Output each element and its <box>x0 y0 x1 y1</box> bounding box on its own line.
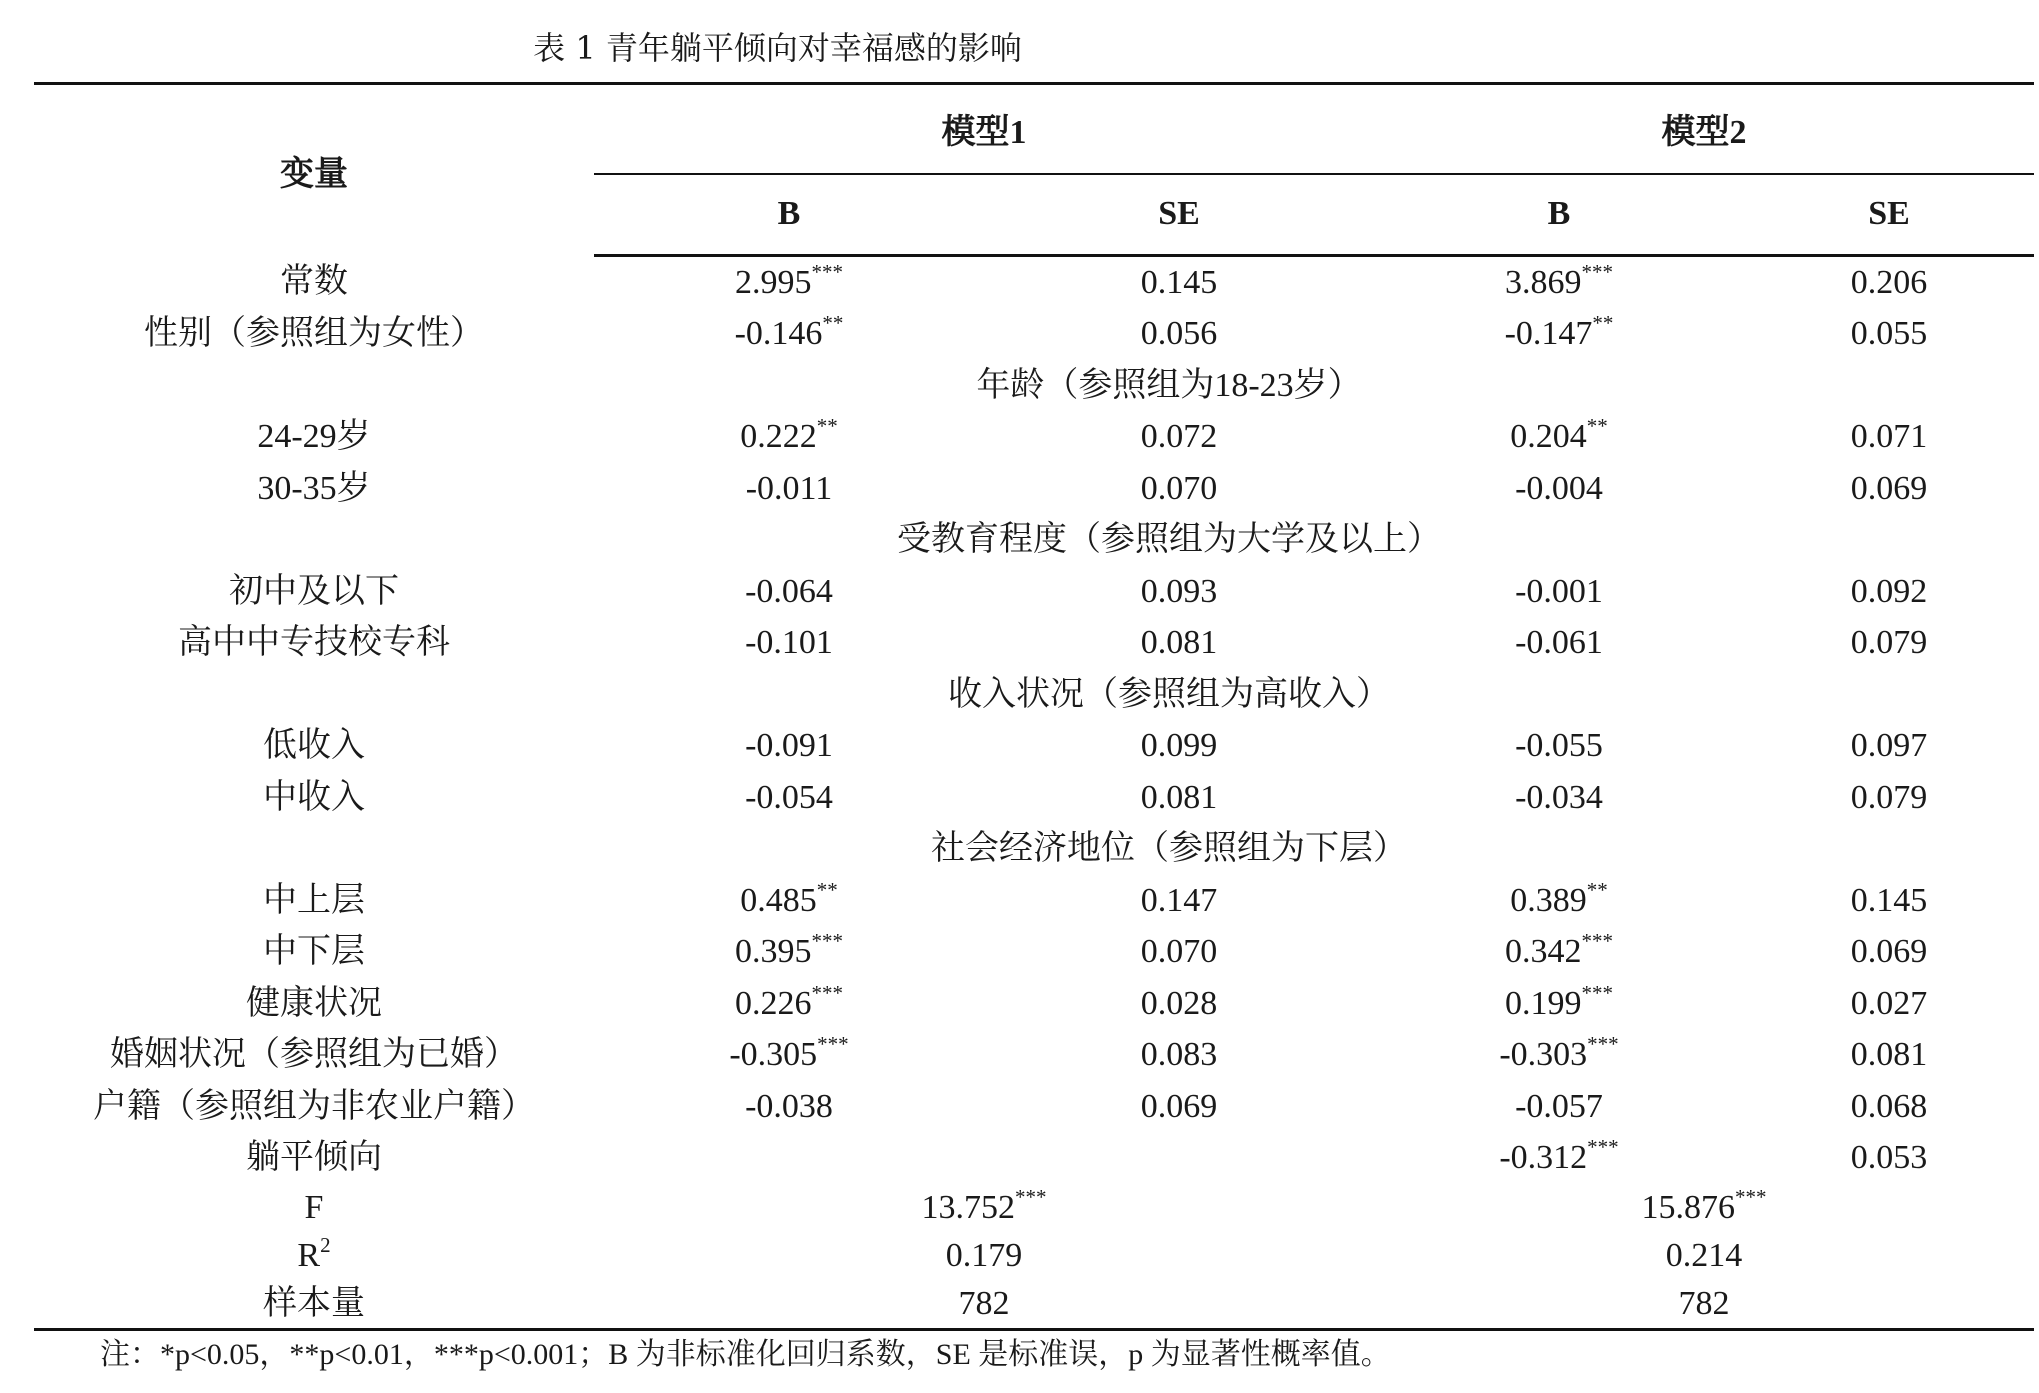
model1-b <box>594 463 984 515</box>
row-label-value: 低收入 <box>263 727 365 765</box>
row-label-value: 户籍（参照组为非农业户籍） <box>93 1087 535 1125</box>
model1-se-value: 0.081 <box>1140 778 1218 816</box>
model1-se-value: 0.069 <box>1140 1087 1218 1125</box>
row-label <box>34 566 594 618</box>
model2-se-value: 0.069 <box>1850 469 1928 507</box>
row-label-value: F <box>304 1189 324 1226</box>
row-label <box>34 927 594 979</box>
group-label <box>594 824 1744 876</box>
model1-b-value: 0.485 <box>740 881 817 919</box>
model2-b-value: 0.204 <box>1510 418 1587 456</box>
row-label <box>34 1184 594 1232</box>
table-header <box>34 84 2034 256</box>
model1-se <box>984 309 1374 361</box>
model1-se <box>984 618 1374 670</box>
group-header-row <box>34 824 2034 876</box>
model1-se-value: 0.070 <box>1140 933 1218 971</box>
table-row <box>34 566 2034 618</box>
model1-b-value: -0.054 <box>745 778 833 816</box>
model2-se <box>1744 721 2034 773</box>
row-label <box>34 721 594 773</box>
model1-b <box>594 566 984 618</box>
model2-b <box>1374 1030 1744 1082</box>
table-row <box>34 721 2034 773</box>
model1-se-value: 0.145 <box>1140 263 1218 301</box>
model-statistic-row <box>34 1232 2034 1280</box>
table-note: 注：*p<0.05，**p<0.01，***p<0.001；B 为非标准化回归系数，SE 是标准误，p 为显著性概率值。 <box>100 1338 1391 1371</box>
model2-se-value: 0.053 <box>1850 1139 1928 1177</box>
row-label-value: R <box>297 1237 321 1274</box>
model1-b-value: -0.146 <box>734 315 823 353</box>
row-label <box>34 309 594 361</box>
model2-se-value: 0.097 <box>1850 727 1928 765</box>
row-label <box>34 1280 594 1330</box>
model2-b-value: -0.057 <box>1515 1087 1603 1125</box>
model1-se-value: 0.083 <box>1140 1036 1218 1074</box>
model2-b-value: 3.869 <box>1505 263 1582 301</box>
model2-se-value: 0.069 <box>1850 933 1928 971</box>
row-label-value: 30-35岁 <box>257 469 371 507</box>
model2-b <box>1374 875 1744 927</box>
significance-stars: *** <box>1587 1135 1619 1160</box>
table-row <box>34 1030 2034 1082</box>
model2-b <box>1374 463 1744 515</box>
model1-se <box>984 721 1374 773</box>
model2-se-value: 0.206 <box>1850 263 1928 301</box>
model2-b-value: -0.034 <box>1515 778 1603 816</box>
table-row <box>34 618 2034 670</box>
model2-b <box>1374 256 1744 309</box>
empty-cell <box>1744 360 2034 412</box>
group-label-value: 社会经济地位（参照组为下层） <box>931 830 1407 868</box>
significance-stars: ** <box>1586 414 1608 439</box>
model1-se-value: 0.099 <box>1140 727 1218 765</box>
model1-se <box>984 772 1374 824</box>
model1-se-value: 0.072 <box>1140 418 1218 456</box>
model2-header: 模型2 <box>1374 84 2034 174</box>
model2-se <box>1744 772 2034 824</box>
row-label-value: 中收入 <box>263 778 365 816</box>
row-label <box>34 669 594 721</box>
significance-stars: ** <box>822 311 844 336</box>
table-row <box>34 1133 2034 1185</box>
model1-b <box>594 256 984 309</box>
model2-se <box>1744 875 2034 927</box>
model1-b-value: 2.995 <box>735 263 812 301</box>
regression-table <box>34 82 2034 1331</box>
model2-b-value: -0.001 <box>1515 572 1603 610</box>
table-row <box>34 1081 2034 1133</box>
model-statistic-row <box>34 1184 2034 1232</box>
model1-b <box>594 875 984 927</box>
model2-b <box>1374 412 1744 464</box>
row-label <box>34 1030 594 1082</box>
model2-se-value: 0.079 <box>1850 778 1928 816</box>
model1-b-value: -0.091 <box>745 727 833 765</box>
model2-se-value: 0.068 <box>1850 1087 1928 1125</box>
model1-b-value: -0.038 <box>745 1087 833 1125</box>
table-row <box>34 309 2034 361</box>
model2-se <box>1744 566 2034 618</box>
table-row <box>34 772 2034 824</box>
model2-b <box>1374 1081 1744 1133</box>
model1-statistic <box>594 1184 1374 1232</box>
row-label-value: 中上层 <box>263 881 365 919</box>
empty-cell <box>1744 515 2034 567</box>
model1-se <box>984 1133 1374 1185</box>
model1-b <box>594 1133 984 1185</box>
model2-b <box>1374 566 1744 618</box>
group-label-value: 受教育程度（参照组为大学及以上） <box>897 521 1441 559</box>
model2-b <box>1374 721 1744 773</box>
model1-statistic-value: 0.179 <box>945 1237 1023 1274</box>
model2-b <box>1374 927 1744 979</box>
model1-se <box>984 927 1374 979</box>
model1-b <box>594 309 984 361</box>
model2-se <box>1744 309 2034 361</box>
model2-b-header: B <box>1374 174 1744 256</box>
model1-header: 模型1 <box>594 84 1374 174</box>
model1-statistic-value: 782 <box>958 1285 1010 1322</box>
model1-se <box>984 1081 1374 1133</box>
table-row <box>34 412 2034 464</box>
model2-statistic-value: 0.214 <box>1665 1237 1743 1274</box>
model1-se <box>984 463 1374 515</box>
model2-se-value: 0.055 <box>1850 315 1928 353</box>
model2-se <box>1744 256 2034 309</box>
table-body <box>34 256 2034 1330</box>
table-row <box>34 256 2034 309</box>
row-label <box>34 1081 594 1133</box>
row-label-value: 婚姻状况（参照组为已婚） <box>110 1036 518 1074</box>
model1-se <box>984 875 1374 927</box>
significance-stars: *** <box>1581 980 1613 1005</box>
model1-b <box>594 618 984 670</box>
row-label-value: 24-29岁 <box>257 418 371 456</box>
group-header-row <box>34 360 2034 412</box>
empty-cell <box>1744 824 2034 876</box>
model1-b-value: -0.305 <box>729 1036 818 1074</box>
model1-se-value: 0.028 <box>1140 984 1218 1022</box>
variable-header: 变量 <box>34 84 594 256</box>
table-row <box>34 927 2034 979</box>
model2-b <box>1374 309 1744 361</box>
model1-se <box>984 256 1374 309</box>
model2-se-header: SE <box>1744 174 2034 256</box>
significance-stars: *** <box>1015 1185 1047 1209</box>
model2-se <box>1744 927 2034 979</box>
model2-se <box>1744 618 2034 670</box>
significance-stars: *** <box>811 259 843 284</box>
significance-stars: ** <box>816 414 838 439</box>
model2-se <box>1744 1133 2034 1185</box>
model1-b <box>594 721 984 773</box>
row-label <box>34 360 594 412</box>
row-label-value: 中下层 <box>263 933 365 971</box>
group-header-row <box>34 515 2034 567</box>
row-label-value: 健康状况 <box>246 984 382 1022</box>
model2-b <box>1374 1133 1744 1185</box>
model2-b-value: -0.303 <box>1499 1036 1588 1074</box>
group-label <box>594 669 1744 721</box>
model1-b <box>594 927 984 979</box>
model2-statistic <box>1374 1232 2034 1280</box>
model2-b-value: -0.312 <box>1499 1139 1588 1177</box>
model1-b <box>594 1081 984 1133</box>
significance-stars: *** <box>1581 259 1613 284</box>
group-header-row <box>34 669 2034 721</box>
row-label-value: 常数 <box>280 263 348 300</box>
group-label-value: 收入状况（参照组为高收入） <box>948 675 1390 713</box>
significance-stars: ** <box>816 877 838 902</box>
model2-b-value: -0.061 <box>1515 624 1603 662</box>
model2-b <box>1374 618 1744 670</box>
model2-statistic-value: 15.876 <box>1641 1189 1735 1226</box>
model2-se <box>1744 1081 2034 1133</box>
model1-b <box>594 412 984 464</box>
model1-b-value: 0.222 <box>740 418 817 456</box>
model2-b-value: 0.389 <box>1510 881 1587 919</box>
significance-stars: *** <box>1587 1032 1619 1057</box>
model-statistic-row <box>34 1280 2034 1330</box>
significance-stars: *** <box>811 980 843 1005</box>
significance-stars: *** <box>1581 929 1613 954</box>
model1-se-value: 0.147 <box>1140 881 1218 919</box>
row-label <box>34 875 594 927</box>
row-label <box>34 256 594 309</box>
model2-se-value: 0.092 <box>1850 572 1928 610</box>
model2-se-value: 0.071 <box>1850 418 1928 456</box>
significance-stars: ** <box>1592 311 1614 336</box>
model2-b-value: 0.342 <box>1505 933 1582 971</box>
model1-b <box>594 978 984 1030</box>
significance-stars: ** <box>1586 877 1608 902</box>
significance-stars: *** <box>1735 1185 1767 1209</box>
model1-statistic <box>594 1280 1374 1330</box>
significance-stars: *** <box>817 1032 849 1057</box>
model2-se-value: 0.145 <box>1850 881 1928 919</box>
row-label <box>34 978 594 1030</box>
row-label-value: 性别（参照组为女性） <box>144 315 484 353</box>
model1-b-value: 0.226 <box>735 984 812 1022</box>
model1-b-header: B <box>594 174 984 256</box>
model1-se-value: 0.056 <box>1140 315 1218 353</box>
table-row <box>34 875 2034 927</box>
model1-se <box>984 978 1374 1030</box>
model2-b-value: -0.147 <box>1504 315 1593 353</box>
row-label-value: 初中及以下 <box>229 572 399 610</box>
model1-statistic-value: 13.752 <box>921 1189 1015 1226</box>
model1-se-value: 0.070 <box>1140 469 1218 507</box>
row-label-value: 高中中专技校专科 <box>178 624 450 662</box>
model2-statistic <box>1374 1184 2034 1232</box>
model2-se <box>1744 978 2034 1030</box>
model1-se <box>984 566 1374 618</box>
group-label-value: 年龄（参照组为18-23岁） <box>976 366 1362 404</box>
model2-b <box>1374 772 1744 824</box>
model1-se <box>984 1030 1374 1082</box>
model2-statistic-value: 782 <box>1678 1285 1730 1322</box>
model2-se <box>1744 412 2034 464</box>
row-label <box>34 772 594 824</box>
table-row <box>34 463 2034 515</box>
model2-se <box>1744 1030 2034 1082</box>
model1-b <box>594 772 984 824</box>
table-row <box>34 978 2034 1030</box>
model1-se-value: 0.093 <box>1140 572 1218 610</box>
row-label <box>34 618 594 670</box>
model2-b-value: -0.055 <box>1515 727 1603 765</box>
model1-statistic <box>594 1232 1374 1280</box>
model1-b-value: -0.064 <box>745 572 833 610</box>
model2-statistic <box>1374 1280 2034 1330</box>
row-label <box>34 463 594 515</box>
model1-b-value: -0.101 <box>745 624 833 662</box>
model2-b <box>1374 978 1744 1030</box>
significance-stars: 2 <box>320 1233 331 1257</box>
row-label-value: 躺平倾向 <box>246 1139 382 1177</box>
model1-b <box>594 1030 984 1082</box>
empty-cell <box>1744 669 2034 721</box>
model2-se-value: 0.027 <box>1850 984 1928 1022</box>
row-label <box>34 515 594 567</box>
model2-se-value: 0.079 <box>1850 624 1928 662</box>
table-caption: 表 1 青年躺平倾向对幸福感的影响 <box>533 29 1022 67</box>
model1-se-value: 0.081 <box>1140 624 1218 662</box>
model1-se-header: SE <box>984 174 1374 256</box>
group-label <box>594 515 1744 567</box>
model1-b-value: -0.011 <box>745 469 833 507</box>
row-label <box>34 824 594 876</box>
model1-b-value: 0.395 <box>735 933 812 971</box>
model2-se <box>1744 463 2034 515</box>
row-label <box>34 1232 594 1280</box>
row-label-value: 样本量 <box>263 1285 365 1322</box>
row-label <box>34 412 594 464</box>
group-label <box>594 360 1744 412</box>
model2-se-value: 0.081 <box>1850 1036 1928 1074</box>
model1-se <box>984 412 1374 464</box>
significance-stars: *** <box>811 929 843 954</box>
model2-b-value: -0.004 <box>1515 469 1603 507</box>
model2-b-value: 0.199 <box>1505 984 1582 1022</box>
row-label <box>34 1133 594 1185</box>
